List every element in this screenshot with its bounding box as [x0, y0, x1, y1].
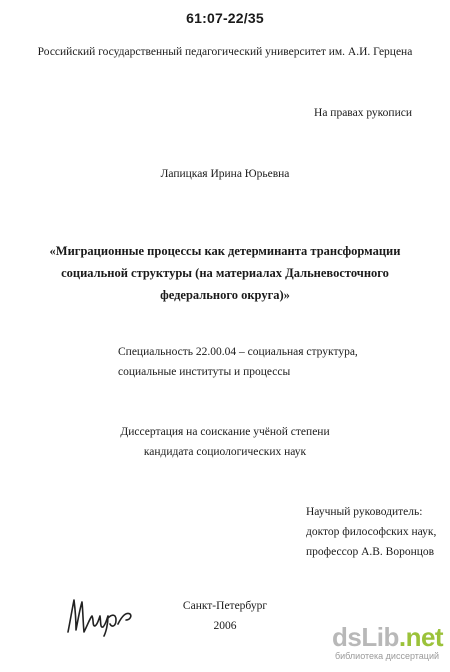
year: 2006 — [213, 620, 237, 632]
watermark-logo-suffix: .net — [398, 622, 444, 652]
dissertation-title — [0, 240, 450, 306]
title-line: федерального округа)» — [160, 288, 290, 302]
degree-line: кандидата социологических наук — [143, 446, 307, 458]
university-name: Российский государственный педагогический университет им. А.И. Герцена — [37, 46, 413, 58]
watermark-logo — [332, 623, 442, 651]
specialty — [118, 342, 358, 382]
supervisor-block — [306, 502, 436, 562]
manuscript-rights-note: На правах рукописи — [314, 107, 412, 119]
supervisor-name: профессор А.В. Воронцов — [306, 546, 435, 558]
archive-code: 61:07-22/35 — [186, 10, 264, 26]
specialty-line: Специальность 22.00.04 – социальная структура, — [118, 346, 358, 358]
degree-statement — [0, 422, 450, 462]
title-line: «Миграционные процессы как детерминанта трансформации — [49, 244, 401, 258]
title-line: социальной структуры (на материалах Дальневосточного — [61, 266, 389, 280]
city: Санкт-Петербург — [182, 600, 268, 612]
degree-line: Диссертация на соискание учёной степени — [120, 426, 330, 438]
supervisor-degree: доктор философских наук, — [306, 526, 437, 538]
author-name: Лапицкая Ирина Юрьевна — [160, 168, 290, 180]
watermark-logo-main: dsLib — [332, 622, 399, 652]
specialty-line: социальные институты и процессы — [118, 366, 291, 378]
watermark-subtitle: библиотека диссертаций — [334, 651, 439, 661]
supervisor-label: Научный руководитель: — [306, 506, 423, 518]
dslib-watermark — [332, 623, 442, 662]
